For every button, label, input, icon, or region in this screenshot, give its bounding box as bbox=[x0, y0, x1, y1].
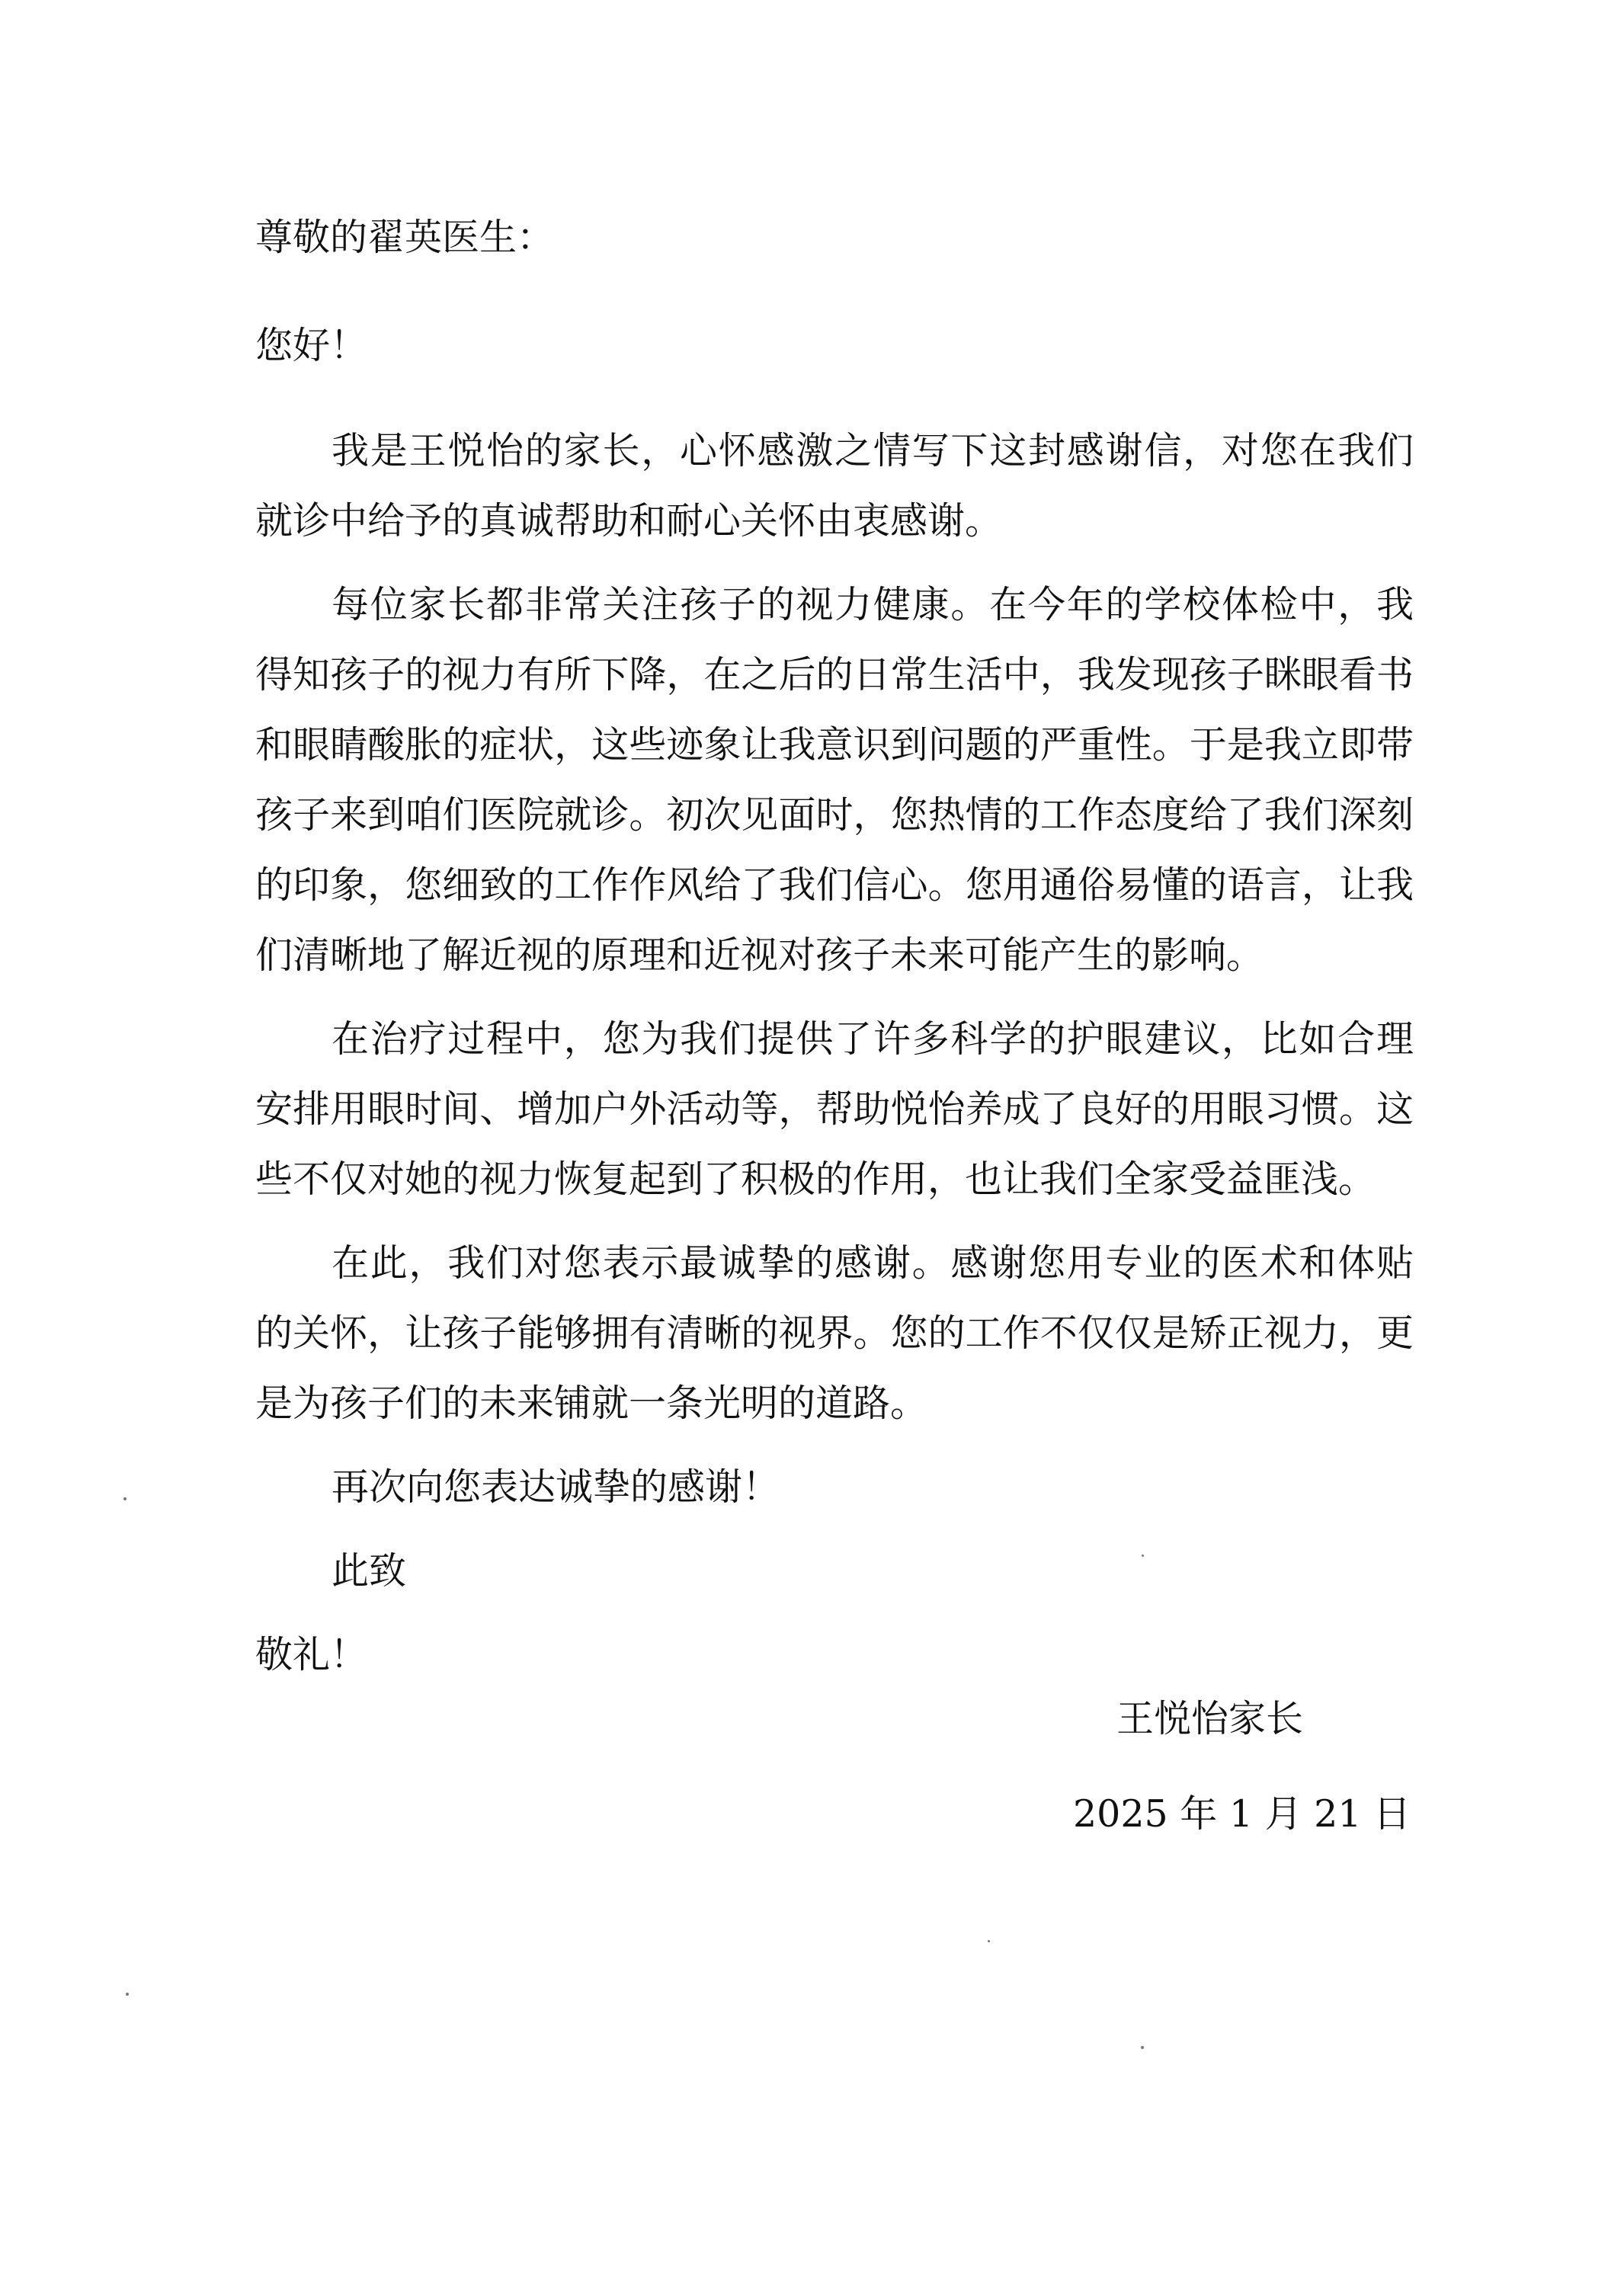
letter-date: 2025 年 1 月 21 日 bbox=[1073, 1792, 1411, 1836]
scan-speck bbox=[126, 1993, 129, 1996]
paragraph-intro: 我是王悦怡的家长，心怀感激之情写下这封感谢信，对您在我们就诊中给予的真诚帮助和耐心关怀由衷感谢。 bbox=[255, 429, 1414, 543]
salutation: 尊敬的翟英医生： bbox=[255, 216, 555, 259]
paragraph-treatment: 在治疗过程中，您为我们提供了许多科学的护眼建议，比如合理安排用眼时间、增加户外活动等，帮助悦怡养成了良好的用眼习惯。这些不仅对她的视力恢复起到了积极的作用，也让我们全家受益匪浅。 bbox=[255, 1017, 1414, 1201]
scan-speck bbox=[1142, 1554, 1144, 1557]
regards: 敬礼！ bbox=[255, 1633, 368, 1676]
scan-speck bbox=[123, 1497, 127, 1500]
paragraph-gratitude: 在此，我们对您表示最诚挚的感谢。感谢您用专业的医术和体贴的关怀，让孩子能够拥有清晰的视界。您的工作不仅仅是矫正视力，更是为孩子们的未来铺就一条光明的道路。 bbox=[255, 1241, 1414, 1425]
paragraph-background: 每位家长都非常关注孩子的视力健康。在今年的学校体检中，我得知孩子的视力有所下降，在之后的日常生活中，我发现孩子眯眼看书和眼睛酸胀的症状，这些迹象让我意识到问题的严重性。于是我立即带孩子来到咱们医院就诊。初次见面时，您热情的工作态度给了我们深刻的印象，您细致的工作作风给了我们信心。您用通俗易懂的语言，让我们清晰地了解近视的原理和近视对孩子未来可能产生的影响。 bbox=[255, 583, 1414, 977]
closing-phrase: 此致 bbox=[332, 1549, 407, 1593]
signature: 王悦怡家长 bbox=[1116, 1697, 1304, 1740]
scan-speck bbox=[1141, 2046, 1144, 2049]
greeting: 您好！ bbox=[255, 324, 368, 367]
letter-body bbox=[255, 203, 1414, 1690]
thanks-again: 再次向您表达诚挚的感谢！ bbox=[332, 1465, 780, 1509]
scan-speck bbox=[988, 1940, 990, 1942]
